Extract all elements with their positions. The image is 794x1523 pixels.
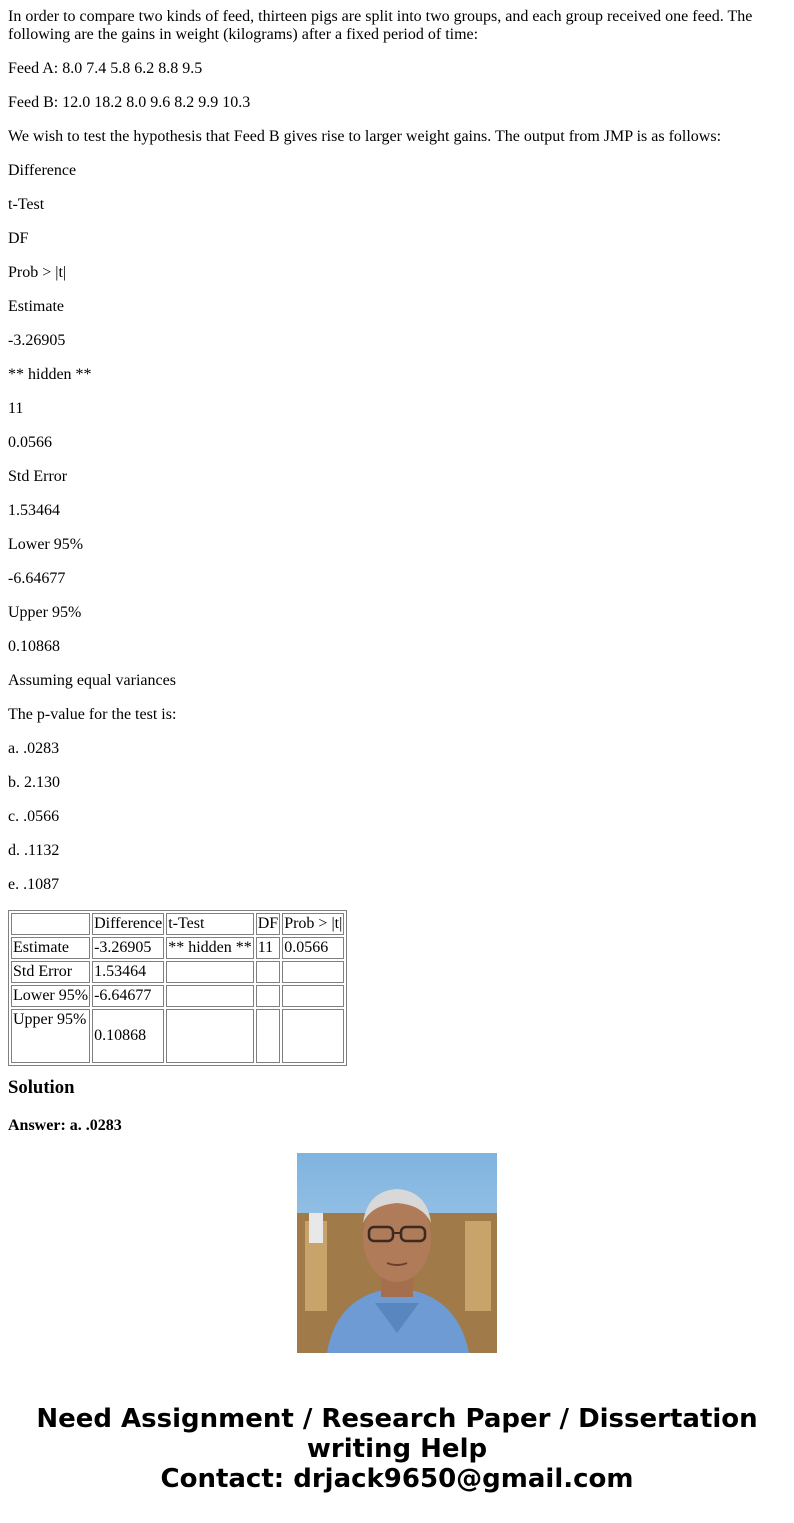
- output-line: t-Test: [8, 196, 45, 213]
- promo-banner: [0, 1404, 794, 1494]
- option-b: b. 2.130: [8, 774, 60, 791]
- solution-answer: Answer: a. .0283: [8, 1117, 122, 1134]
- tutor-avatar: [297, 1153, 497, 1353]
- hypothesis-text: We wish to test the hypothesis that Feed B gives rise to larger weight gains. The output from JMP is as follows:: [8, 128, 722, 145]
- option-a: a. .0283: [8, 740, 60, 757]
- table-cell: [282, 961, 344, 983]
- jmp-results-table: [8, 910, 347, 1066]
- table-header-cell: t-Test: [166, 913, 254, 935]
- output-line: 0.10868: [8, 638, 60, 655]
- table-cell: [11, 913, 90, 935]
- table-cell: Upper 95%: [11, 1009, 90, 1063]
- table-header-cell: Difference: [92, 913, 164, 935]
- output-line: Upper 95%: [8, 604, 82, 621]
- table-cell: [166, 961, 254, 983]
- table-header-row: [11, 913, 344, 935]
- table-cell: 11: [256, 937, 280, 959]
- table-cell: [282, 1009, 344, 1063]
- question-intro: In order to compare two kinds of feed, thirteen pigs are split into two groups, and each group received one feed. The following are the gains in weight (kilograms) after a fixed period of time:: [8, 8, 753, 43]
- table-cell: [166, 985, 254, 1007]
- solution-heading: Solution: [8, 1077, 75, 1098]
- table-cell: 1.53464: [92, 961, 164, 983]
- question-content: [8, 0, 778, 1134]
- output-line: Estimate: [8, 298, 64, 315]
- output-line: -3.26905: [8, 332, 66, 349]
- table-row: [11, 985, 344, 1007]
- output-line: ** hidden **: [8, 366, 92, 383]
- table-cell: ** hidden **: [166, 937, 254, 959]
- table-cell: [256, 961, 280, 983]
- table-cell: [256, 985, 280, 1007]
- table-cell: [282, 985, 344, 1007]
- table-row: [11, 937, 344, 959]
- table-cell: [256, 1009, 280, 1063]
- output-line: -6.64677: [8, 570, 66, 587]
- table-cell: -3.26905: [92, 937, 164, 959]
- output-line: Std Error: [8, 468, 68, 485]
- table-row: [11, 961, 344, 983]
- option-e: e. .1087: [8, 876, 60, 893]
- feed-b-data: Feed B: 12.0 18.2 8.0 9.6 8.2 9.9 10.3: [8, 94, 251, 111]
- table-cell: [166, 1009, 254, 1063]
- table-cell: -6.64677: [92, 985, 164, 1007]
- feed-a-data: Feed A: 8.0 7.4 5.8 6.2 8.8 9.5: [8, 60, 203, 77]
- promo-line: Need Assignment / Research Paper / Dissertation: [36, 1404, 758, 1434]
- table-cell: Std Error: [11, 961, 90, 983]
- table-header-cell: DF: [256, 913, 280, 935]
- table-cell: 0.10868: [92, 1009, 164, 1063]
- table-cell: Lower 95%: [11, 985, 90, 1007]
- output-line: Difference: [8, 162, 77, 179]
- promo-line: writing Help: [306, 1434, 488, 1464]
- table-cell: Estimate: [11, 937, 90, 959]
- output-line: 1.53464: [8, 502, 60, 519]
- output-line: DF: [8, 230, 29, 247]
- promo-contact: Contact: drjack9650@gmail.com: [160, 1464, 634, 1494]
- output-line: Prob > |t|: [8, 264, 67, 281]
- output-line: 11: [8, 400, 24, 417]
- output-line: Assuming equal variances: [8, 672, 176, 689]
- output-line: 0.0566: [8, 434, 52, 451]
- table-cell: 0.0566: [282, 937, 344, 959]
- option-c: c. .0566: [8, 808, 60, 825]
- tutor-photo-icon: [297, 1153, 497, 1353]
- table-header-cell: Prob > |t|: [282, 913, 344, 935]
- question-prompt: The p-value for the test is:: [8, 706, 177, 723]
- table-row: [11, 1009, 344, 1063]
- option-d: d. .1132: [8, 842, 60, 859]
- output-line: Lower 95%: [8, 536, 84, 553]
